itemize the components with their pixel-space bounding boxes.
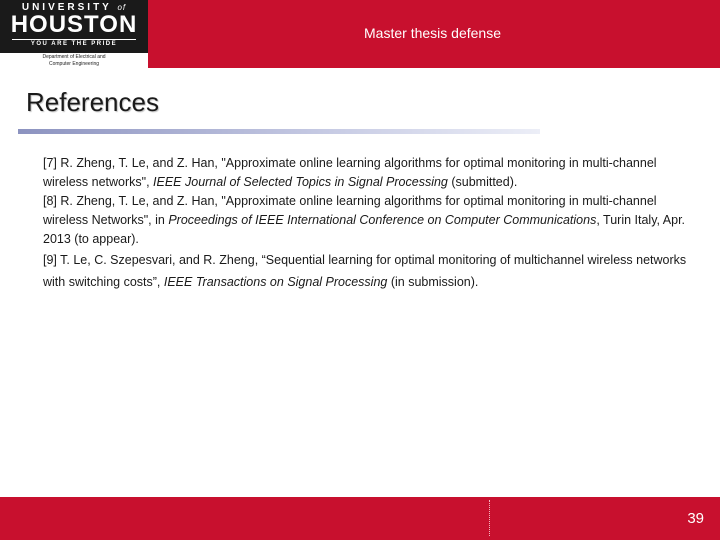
header-bar <box>0 0 720 68</box>
reference-item: [7] R. Zheng, T. Le, and Z. Han, "Approximate online learning algorithms for optimal monitoring in multi-channel wireless networks", IEEE Journal of Selected Topics in Signal Processing (submitted). <box>43 156 657 189</box>
logo-of-text: of <box>117 3 127 12</box>
presentation-title: Master thesis defense <box>364 25 501 41</box>
department-line-1: Department of Electrical and <box>42 54 106 60</box>
department-line-2: Computer Engineering <box>48 61 100 67</box>
reference-venue: IEEE Transactions on Signal Processing <box>163 275 388 289</box>
reference-item: [9] T. Le, C. Szepesvari, and R. Zheng, “Sequential learning for optimal monitoring of multichannel wireless networks with switching costs”, IEEE Transactions on Signal Processing (in submission). <box>43 253 687 289</box>
reference-item: [8] R. Zheng, T. Le, and Z. Han, "Approximate online learning algorithms for optimal monitoring in multi-channel wireless Networks", in Proceedings of IEEE International Conference on Computer Communications, Turin Italy, Apr. 2013 (to appear). <box>43 194 686 246</box>
reference-list <box>43 154 688 293</box>
logo-divider <box>12 39 136 40</box>
slide-title: References <box>26 87 159 117</box>
title-underline <box>18 129 540 134</box>
page-number: 39 <box>687 510 704 527</box>
department-label <box>0 53 148 69</box>
footer-divider <box>489 500 492 536</box>
reference-venue: IEEE Journal of Selected Topics in Signal Processing <box>153 175 448 189</box>
logo-houston-text: HOUSTON <box>10 11 138 38</box>
footer-bar <box>0 497 720 540</box>
logo-tagline: YOU ARE THE PRIDE <box>30 41 118 47</box>
logo-university-text: UNIVERSITY of <box>21 2 127 13</box>
reference-venue: Proceedings of IEEE International Conference on Computer Communications <box>168 213 597 227</box>
